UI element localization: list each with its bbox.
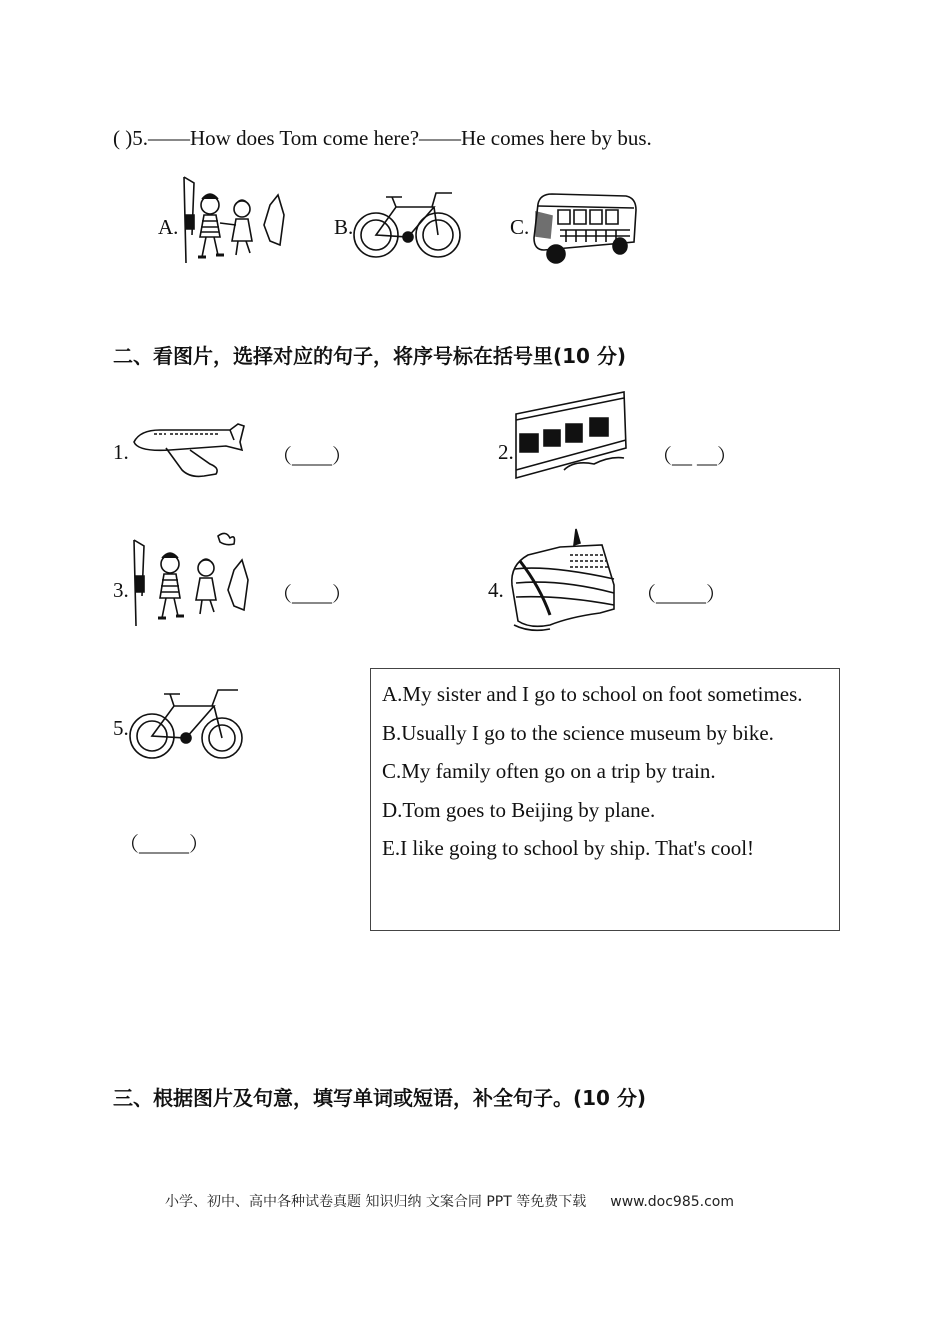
bicycle-icon-2 bbox=[126, 680, 246, 764]
item-3-blank[interactable]: （____） bbox=[272, 584, 352, 606]
bus-icon bbox=[530, 190, 640, 268]
question-5-text: ( )5.——How does Tom come here?——He comes here by bus. bbox=[113, 126, 652, 150]
section-3-heading: 三、根据图片及句意，填写单词或短语，补全句子。(10 分) bbox=[113, 1086, 647, 1110]
page-footer bbox=[165, 1191, 734, 1211]
item-1-blank[interactable]: （____） bbox=[272, 446, 352, 468]
sentence-d: D.Tom goes to Beijing by plane. bbox=[382, 797, 656, 822]
item-3-number: 3. bbox=[113, 578, 129, 602]
item-1-number: 1. bbox=[113, 440, 129, 464]
item-2-number: 2. bbox=[498, 440, 514, 464]
item-5-blank[interactable]: （_____） bbox=[119, 834, 209, 856]
train-icon bbox=[514, 390, 629, 486]
option-a-label: A. bbox=[158, 215, 179, 239]
option-c-label: C. bbox=[510, 215, 530, 239]
item-4-blank[interactable]: （_____） bbox=[636, 584, 726, 606]
item-4-number: 4. bbox=[488, 578, 504, 602]
walking-children-icon-2 bbox=[130, 530, 250, 628]
airplane-icon bbox=[130, 420, 250, 482]
sentence-e: E.I like going to school by ship. That's cool! bbox=[382, 836, 755, 860]
ship-icon bbox=[510, 525, 620, 633]
sentence-options-box bbox=[370, 668, 840, 931]
item-2-blank[interactable]: （__ __） bbox=[652, 446, 737, 468]
footer-url[interactable]: www.doc985.com bbox=[610, 1194, 734, 1210]
sentence-a: A.My sister and I go to school on foot sometimes. bbox=[382, 682, 803, 706]
sentence-c: C.My family often go on a trip by train. bbox=[382, 759, 716, 783]
bicycle-icon bbox=[352, 185, 462, 265]
option-b-label: B. bbox=[334, 215, 354, 239]
walking-children-icon bbox=[180, 175, 290, 265]
sentence-b: B.Usually I go to the science museum by bike. bbox=[382, 720, 774, 745]
section-2-heading: 二、看图片，选择对应的句子，将序号标在括号里(10 分) bbox=[113, 344, 627, 368]
item-5-number: 5. bbox=[113, 716, 129, 740]
footer-text: 小学、初中、高中各种试卷真题 知识归纳 文案合同 PPT 等免费下载 bbox=[165, 1194, 587, 1210]
